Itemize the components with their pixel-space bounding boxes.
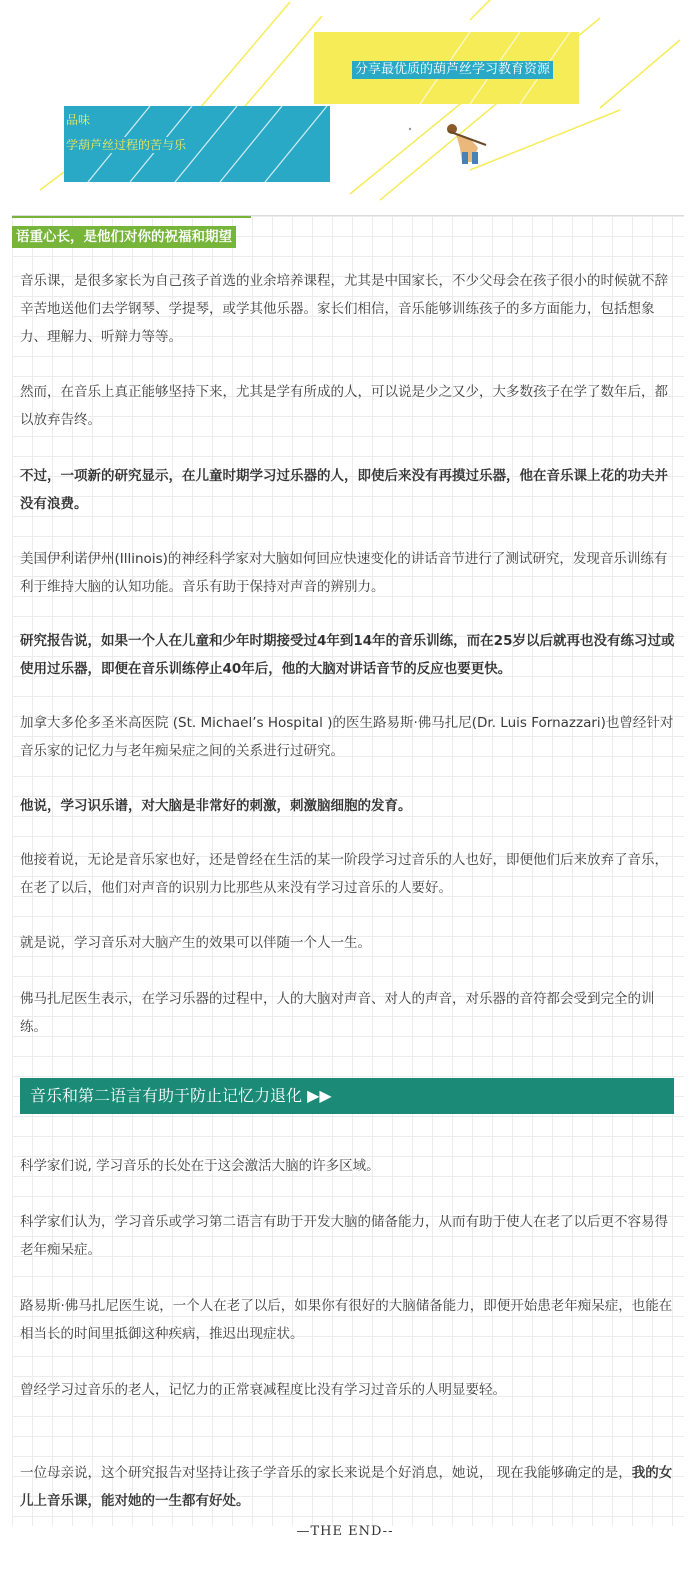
end-marker: —THE END--: [296, 1524, 394, 1539]
final-paragraph: [20, 1459, 676, 1515]
paragraph: 曾经学习过音乐的老人，记忆力的正常衰减程度比没有学习过音乐的人明显要轻。: [20, 1382, 506, 1398]
banner-small-line1: 品味: [66, 113, 91, 127]
paragraph: 就是说，学习音乐对大脑产生的效果可以伴随一个人一生。: [20, 935, 371, 951]
banner-tagline: 分享最优质的葫芦丝学习教育资源: [352, 61, 553, 79]
paragraph: 美国伊利诺伊州(Illinois)的神经科学家对大脑如何回应快速变化的讲话音节进行了测试研究，发现音乐训练有利于维持大脑的认知功能。音乐有助于保持对声音的辨别力。: [20, 551, 668, 595]
paragraph-bold: 研究报告说，如果一个人在儿童和少年时期接受过4年到14年的音乐训练，而在25岁以后就再也没有练习过或使用过乐器，即便在音乐训练停止40年后，他的大脑对讲话音节的反应也要更快。: [20, 633, 675, 677]
paragraph: 然而，在音乐上真正能够坚持下来，尤其是学有所成的人，可以说是少之又少，大多数孩子在学了数年后，都以放弃告终。: [20, 384, 668, 428]
section-heading-text: 音乐和第二语言有助于防止记忆力退化 ▶▶: [30, 1086, 332, 1105]
paragraph: 科学家们认为，学习音乐或学习第二语言有助于开发大脑的储备能力，从而有助于使人在老了以后更不容易得老年痴呆症。: [20, 1214, 668, 1258]
paragraph-bold: 他说，学习识乐谱，对大脑是非常好的刺激，刺激脑细胞的发育。: [20, 798, 412, 814]
header-banner: [0, 0, 690, 210]
paragraph: 加拿大多伦多圣米高医院 (St. Michael’s Hospital )的医生路易斯·佛马扎尼(Dr. Luis Fornazzari)也曾经针对音乐家的记忆力与老年痴呆症之间的关系进行过研究。: [20, 715, 674, 759]
paragraph: 路易斯·佛马扎尼医生说，一个人在老了以后，如果你有很好的大脑储备能力，即便开始患老年痴呆症，也能在相当长的时间里抵御这种疾病，推迟出现症状。: [20, 1298, 673, 1342]
musician-figure-icon: [409, 124, 486, 164]
section-heading: 语重心长，是他们对你的祝福和期望: [12, 226, 236, 248]
paragraph: 科学家们说, 学习音乐的长处在于这会激活大脑的许多区域。: [20, 1158, 380, 1174]
section-accent-bar: [12, 216, 251, 218]
banner-stripes: [0, 0, 690, 210]
final-bold: 我的女儿上音乐课，能对她的一生都有好处。: [20, 1465, 673, 1509]
banner-small-line2: 学葫芦丝过程的苦与乐: [66, 138, 187, 152]
section-heading-bar: [20, 1078, 674, 1114]
paragraph: 佛马扎尼医生表示，在学习乐器的过程中，人的大脑对声音、对人的声音，对乐器的音符都会受到完全的训练。: [20, 991, 655, 1035]
paragraph-bold: 不过，一项新的研究显示，在儿童时期学习过乐器的人，即使后来没有再摸过乐器，他在音乐课上花的功夫并没有浪费。: [20, 468, 668, 512]
paragraph: 他接着说，无论是音乐家也好，还是曾经在生活的某一阶段学习过音乐的人也好，即便他们后来放弃了音乐，在老了以后，他们对声音的识别力比那些从来没有学习过音乐的人要好。: [20, 852, 668, 896]
paragraph: 音乐课，是很多家长为自己孩子首选的业余培养课程，尤其是中国家长，不少父母会在孩子很小的时候就不辞辛苦地送他们去学钢琴、学提琴，或学其他乐器。家长们相信，音乐能够训练孩子的多方面能力，包括想象力、理解力、听辩力等等。: [20, 273, 668, 345]
final-lead: 一位母亲说，这个研究报告对坚持让孩子学音乐的家长来说是个好消息，她说， 现在我能够确定的是，: [20, 1465, 632, 1481]
